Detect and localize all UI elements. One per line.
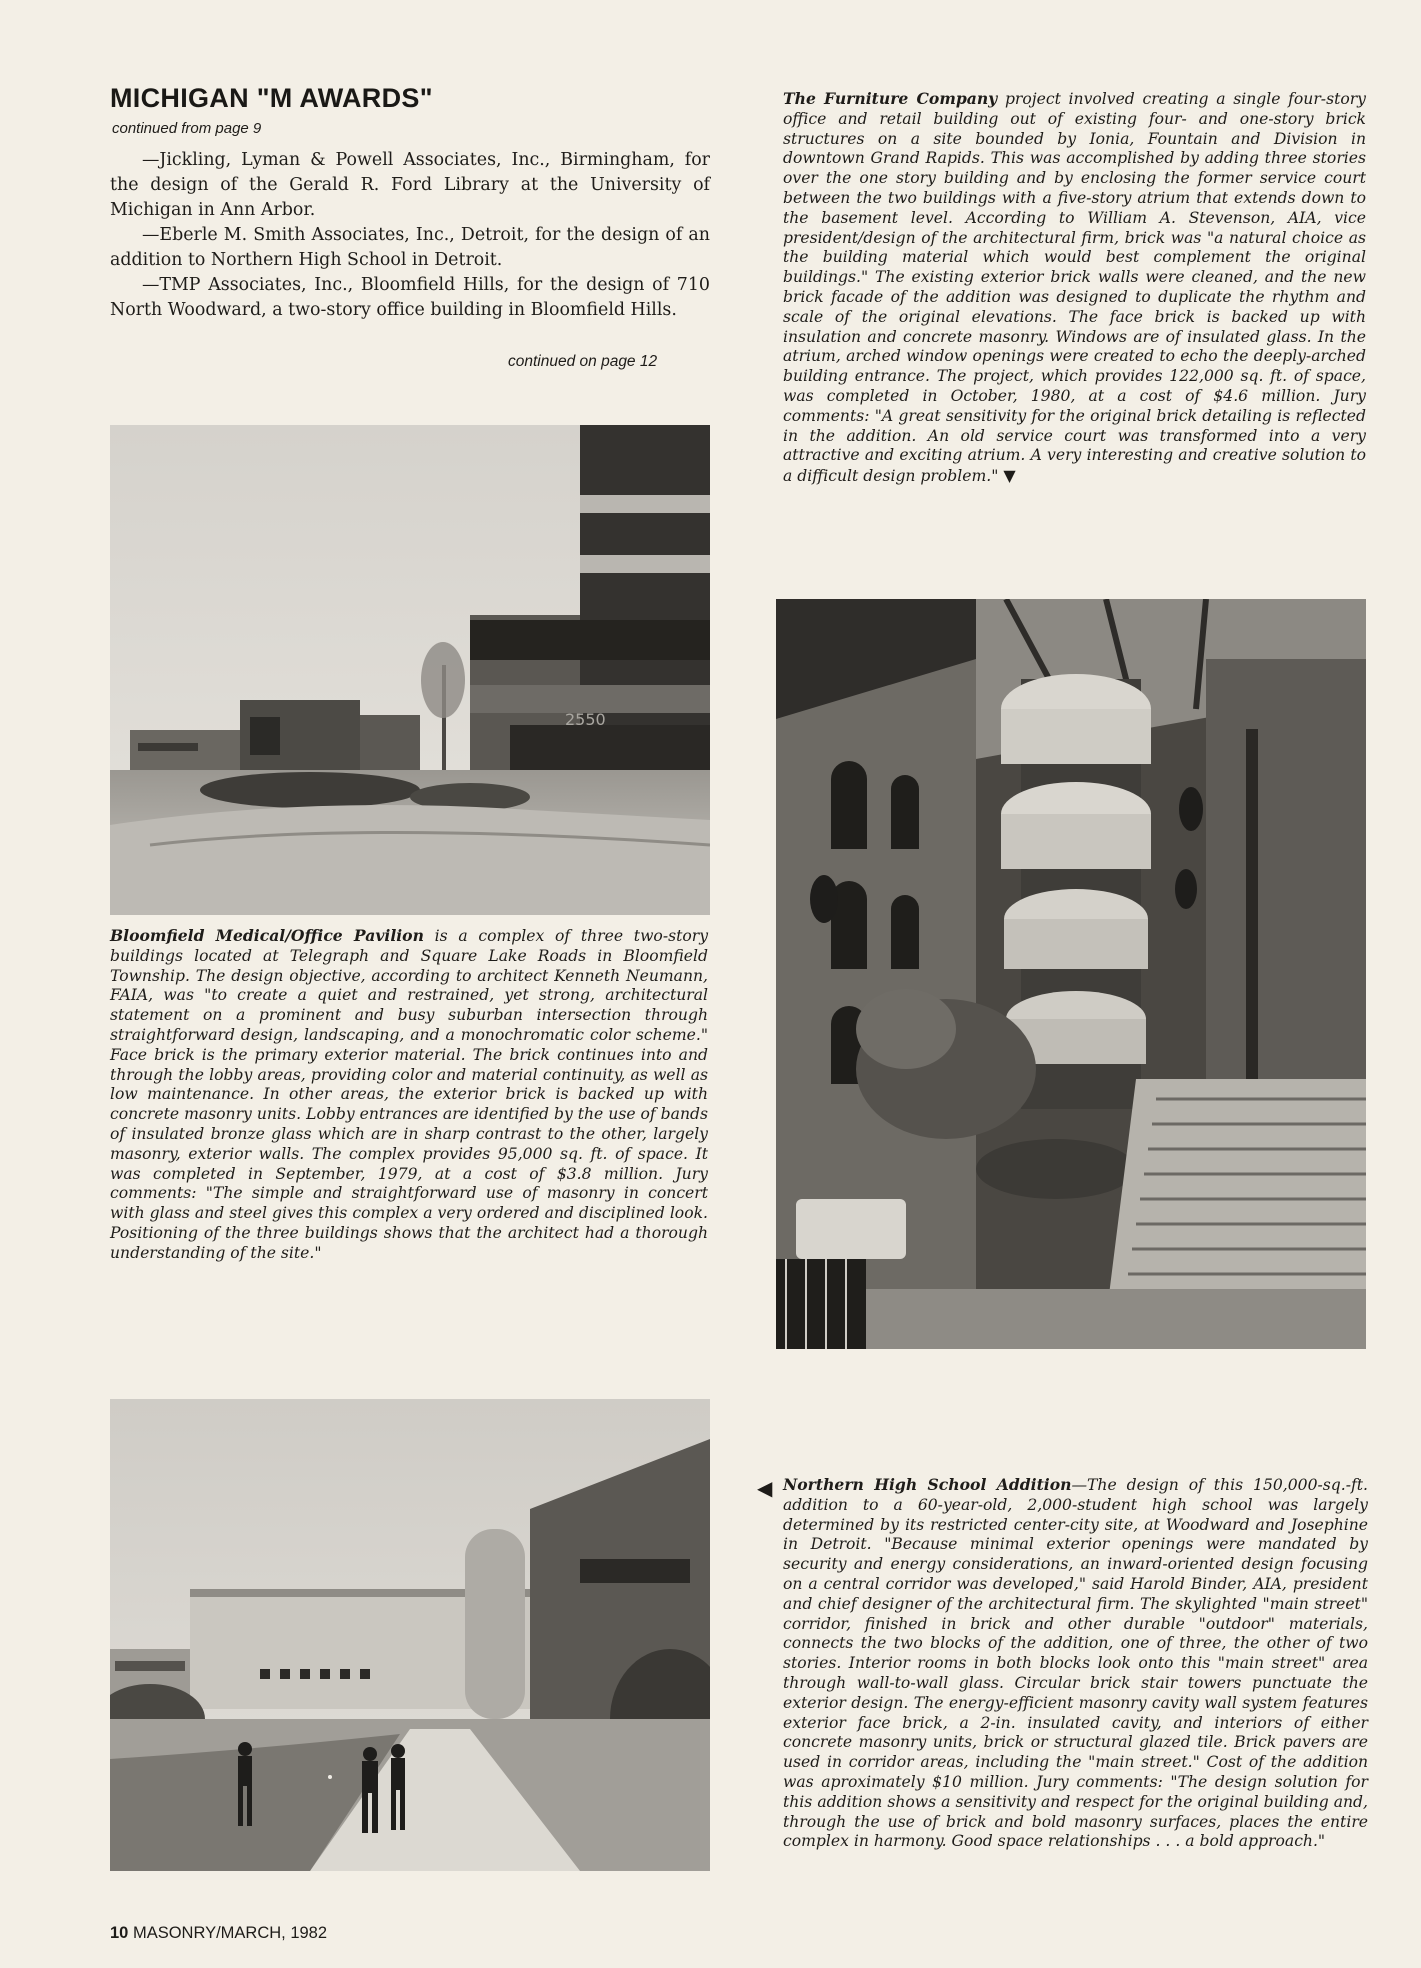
furniture-company-lead: The Furniture Company (783, 89, 998, 108)
furniture-company-text: project involved creating a single four-story office and retail building out of existing four- and one-story brick structures on a site bounded by Ionia, Fountain and Division in downtown Grand Rapids. This was accomplished by adding three stories over the one story building and by enclosing the former service court between the two buildings with a five-story atrium that extends down to the basement level. According to William A. Stevenson, AIA, vice president/design of the architectural firm, brick was "a natural choice as the building material which would best complement the original buildings." The existing exterior brick walls were cleaned, and the new brick facade of the addition was designed to duplicate the rhythm and scale of the original elevations. The face brick is backed up with insulation and concrete masonry. Windows are of insulated glass. In the atrium, arched window openings were created to echo the deeply-arched building entrance. The project, which provides 122,000 sq. ft. of space, was completed in October, 1980, at a cost of $4.6 million. Jury comments: "A great sensitivity for the original brick detailing is reflected in the addition. An old service court was transformed into a very attractive and exciting atrium. A very interesting and creative solution to a difficult design problem." (783, 90, 1366, 486)
down-arrow-marker: ▼ (1003, 466, 1016, 486)
award-item-710-woodward: —TMP Associates, Inc., Bloomfield Hills, for the design of 710 North Woodward, a two-story office building in Bloomfield Hills. (110, 275, 710, 320)
northern-high-school-photo (110, 1399, 710, 1871)
bloomfield-pavilion-caption (110, 926, 708, 1264)
publication-line: MASONRY/MARCH, 1982 (128, 1924, 328, 1942)
award-list (110, 148, 710, 323)
continued-from-note: continued from page 9 (112, 120, 262, 137)
furniture-company-atrium-photo (776, 599, 1366, 1349)
northern-high-caption (783, 1475, 1368, 1852)
northern-high-lead: Northern High School Addition (783, 1475, 1072, 1494)
northern-high-text: —The design of this 150,000-sq.-ft. addition to a 60-year-old, 2,000-student high school was largely determined by its restricted center-city site, at Woodward and Josephine in Detroit. "Because minimal exterior openings were mandated by security and energy considerations, an inward-oriented design focusing on a central corridor was developed," said Harold Binder, AIA, president and chief designer of the architectural firm. The skylighted "main street" corridor, finished in brick and other durable "outdoor" materials, connects the two blocks of the addition, one of three, the other of two stories. Interior rooms in both blocks look onto this "main street" area through wall-to-wall glass. Circular brick stair towers punctuate the exterior design. The energy-efficient masonry cavity wall system features exterior face brick, a 2-in. insulated cavity, and interiors of either concrete masonry units, brick or structural glazed tile. Brick pavers are used in corridor areas, including the "main street." Cost of the addition was aproximately $10 million. Jury comments: "The design solution for this addition shows a sensitivity and respect for the original building and, through the use of brick and bold masonry surfaces, places the entire complex in harmony. Good space relationships . . . a bold approach." (783, 1476, 1368, 1851)
building-number-sign: 2550 (565, 710, 606, 729)
page-number: 10 (110, 1924, 129, 1942)
article-title: MICHIGAN "M AWARDS" (110, 83, 433, 113)
bloomfield-pavilion-text: is a complex of three two-story buildings located at Telegraph and Square Lake Roads in Bloomfield Township. The design objective, according to architect Kenneth Neumann, FAIA, was "to create a quiet and restrained, yet strong, architectural statement on a prominent and busy suburban intersection through straightforward design, landscaping, and a monochromatic color scheme." Face brick is the primary exterior material. The brick continues into and through the lobby areas, providing color and material continuity, as well as low maintenance. In other areas, the exterior brick is backed up with concrete masonry units. Lobby entrances are identified by the use of bands of insulated bronze glass which are in sharp contrast to the other, largely masonry, exterior walls. The complex provides 95,000 sq. ft. of space. It was completed in September, 1979, at a cost of $3.8 million. Jury comments: "The simple and straightforward use of masonry in concert with glass and steel gives this complex a very ordered and disciplined look. Positioning of the three buildings shows that the architect had a thorough understanding of the site." (110, 927, 709, 1262)
bloomfield-pavilion-photo (110, 425, 710, 915)
award-item-northern-high: —Eberle M. Smith Associates, Inc., Detroit, for the design of an addition to Northern High School in Detroit. (110, 225, 710, 270)
award-item-ford-library: —Jickling, Lyman & Powell Associates, Inc., Birmingham, for the design of the Gerald R. Ford Library at the University of Michigan in Ann Arbor. (110, 150, 710, 220)
furniture-company-caption (783, 89, 1366, 487)
left-arrow-marker: ◀ (757, 1476, 773, 1500)
bloomfield-pavilion-lead: Bloomfield Medical/Office Pavilion (110, 926, 424, 945)
page-footer (110, 1924, 327, 1943)
continued-on-note: continued on page 12 (508, 353, 658, 370)
